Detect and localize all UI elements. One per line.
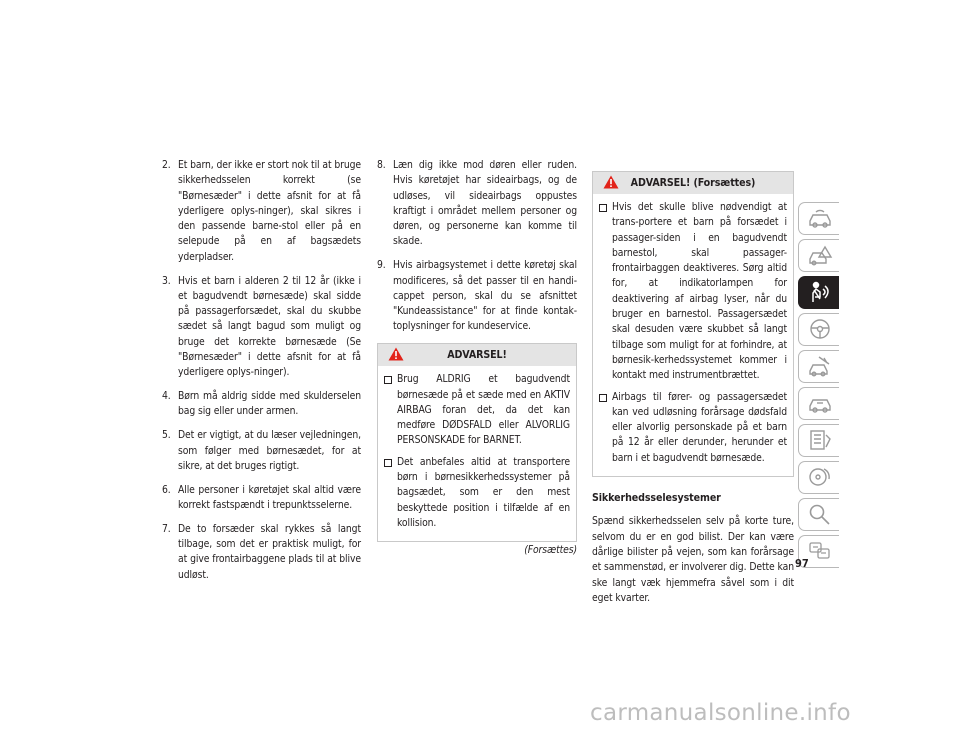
item-number: 7.: [162, 522, 171, 535]
item-number: 6.: [162, 483, 171, 496]
warning-item: [384, 455, 570, 531]
chapter-tab-service[interactable]: [798, 387, 839, 420]
warning-triangle-icon: [603, 175, 619, 189]
warning-header: [378, 344, 576, 366]
column-2: [377, 158, 577, 559]
specifications-list-icon: [807, 429, 833, 451]
warning-triangle-icon: [388, 347, 404, 361]
warning-item-text: Hvis det skulle blive nødvendigt at trans-portere et barn på forsædet i passager-siden i en bagudvendt barnestol, skal passager-frontairbaggen deaktiveres. Sørg altid for, at indikatorlampen for deaktivering af airbag lyser, når du bruger en barnestol. Passagersædet skal desuden være skubbet så langt tilbage som muligt for at forhindre, at børnesik-kerhedssystemet kommer i kontakt med instrumentbrættet.: [612, 201, 787, 382]
car-service-icon: [807, 392, 833, 414]
list-item: [377, 158, 577, 250]
item-text: Hvis et barn i alderen 2 til 12 år (ikke i et bagudvendt børnesæde) skal sidde på passagerforsædet, skal du skubbe sædet så langt bagud som muligt og bruge det korrekte børnesæde (Se "Børnesæder" i dette afsnit for at få yderligere oplys-ninger).: [178, 274, 361, 379]
item-number: 8.: [377, 159, 386, 171]
multimedia-icon: [807, 466, 833, 488]
steering-wheel-icon: [807, 318, 833, 340]
list-item: [162, 522, 361, 583]
seatbelt-airbag-icon: [807, 281, 833, 303]
list-item: [162, 274, 361, 381]
checkbox-bullet-icon: [599, 204, 607, 212]
chapter-tab-index[interactable]: [798, 498, 839, 531]
chapter-tab-seatbelt-airbag[interactable]: [798, 276, 839, 309]
checkbox-bullet-icon: [599, 394, 607, 402]
item-text: Alle personer i køretøjet skal altid være korrekt fastspændt i trepunktsselerne.: [178, 483, 361, 511]
warning-item: [599, 200, 787, 384]
warning-body: [378, 366, 576, 541]
chapter-tab-steering[interactable]: [798, 313, 839, 346]
checkbox-bullet-icon: [384, 376, 392, 384]
chapter-tab-strip: [798, 202, 840, 572]
body-paragraph: Spænd sikkerhedsselen selv på korte ture, selvom du er en god bilist. Der kan være dårlige bilister på vejen, som kan forårsage et sammenstød, er involverer dig. Dette kan ske langt væk hjemmefra såvel som i dit eget kvarter.: [592, 515, 794, 604]
warning-title: ADVARSEL! (Forsættes): [630, 177, 756, 189]
item-number: 5.: [162, 429, 171, 442]
warning-title: ADVARSEL!: [447, 349, 507, 362]
item-number: 2.: [162, 159, 171, 171]
list-item: [162, 483, 361, 514]
car-dashboard-icon: [807, 207, 833, 229]
warning-body: [593, 194, 793, 476]
item-text: Et barn, der ikke er stort nok til at bruge sikkerhedsselen korrekt (se "Børnesæder" i dette afsnit for at få yderligere oplys-ninger), skal sikres i den passende barne-stol eller på en selepude på en af bagsædets yderpladser.: [178, 159, 361, 263]
warning-item-text: Det anbefales altid at transportere børn i børnesikkerhedssystemer på bagsædet, som er den mest beskyttede position i tilfælde af en kollision.: [397, 455, 570, 529]
item-number: 4.: [162, 390, 171, 403]
car-breakdown-icon: [807, 355, 833, 377]
chapter-tab-multimedia[interactable]: [798, 461, 839, 494]
list-item: [162, 158, 361, 265]
item-text: De to forsæder skal rykkes så langt tilbage, som det er praktisk muligt, for at give frontairbaggene plads til at blive udløst.: [178, 522, 361, 581]
item-number: 3.: [162, 274, 171, 287]
column-1: [162, 158, 361, 591]
item-text: Børn må aldrig sidde med skulderselen bag sig eller under armen.: [178, 390, 361, 418]
chapter-tab-warning-lights[interactable]: [798, 239, 839, 272]
warning-item-text: Brug ALDRIG et bagudvendt børnesæde på et sæde med en AKTIV AIRBAG foran det, da det kan medføre DØDSFALD eller ALVORLIG PERSONSKADE for BARNET.: [397, 373, 570, 447]
checkbox-bullet-icon: [384, 459, 392, 467]
search-index-icon: [807, 503, 833, 525]
list-item: [162, 389, 361, 420]
continued-note: (Forsættes): [524, 544, 577, 557]
chapter-tab-car-dashboard[interactable]: [798, 202, 839, 235]
item-text: Det er vigtigt, at du læser vejledningen, som følger med børnesædet, for at sikre, at det bruges rigtigt.: [178, 429, 361, 472]
warning-item: [599, 390, 787, 466]
page-number: 97: [795, 557, 809, 570]
list-item: [377, 258, 577, 334]
column-3: [592, 171, 794, 606]
item-text: Læn dig ikke mod døren eller ruden. Hvis køretøjet har sideairbags, og de udløses, vil sideairbags oppustes kraftigt i området mellem personer og døren, og personerne kan komme til skade.: [393, 159, 577, 248]
warning-header: [593, 172, 793, 194]
numbered-list-2: [377, 158, 577, 335]
warning-box: [377, 343, 577, 542]
item-number: 9.: [377, 259, 386, 272]
list-item: [162, 428, 361, 474]
section-title: Sikkerhedsselesystemer: [592, 492, 721, 505]
language-icon: [807, 540, 833, 562]
chapter-tab-specifications[interactable]: [798, 424, 839, 457]
numbered-list-1: [162, 158, 361, 583]
warning-item: [384, 372, 570, 448]
chapter-tab-breakdown[interactable]: [798, 350, 839, 383]
warning-item-text: Airbags til fører- og passagersædet kan ved udløsning forårsage dødsfald eller alvorlig personskade på et barn på 12 år eller derunder, herunder et barn i et bagudvendt børnesæde.: [612, 390, 787, 464]
warning-box-continued: [592, 171, 794, 477]
item-text: Hvis airbagsystemet i dette køretøj skal modificeres, så det passer til en handi-cappet person, skal du se afsnittet "Kundeassistance" for at finde kontak-toplysninger for kundeservice.: [393, 259, 577, 333]
car-warning-lights-icon: [807, 244, 833, 266]
watermark: carmanualsonline.info: [590, 700, 851, 726]
